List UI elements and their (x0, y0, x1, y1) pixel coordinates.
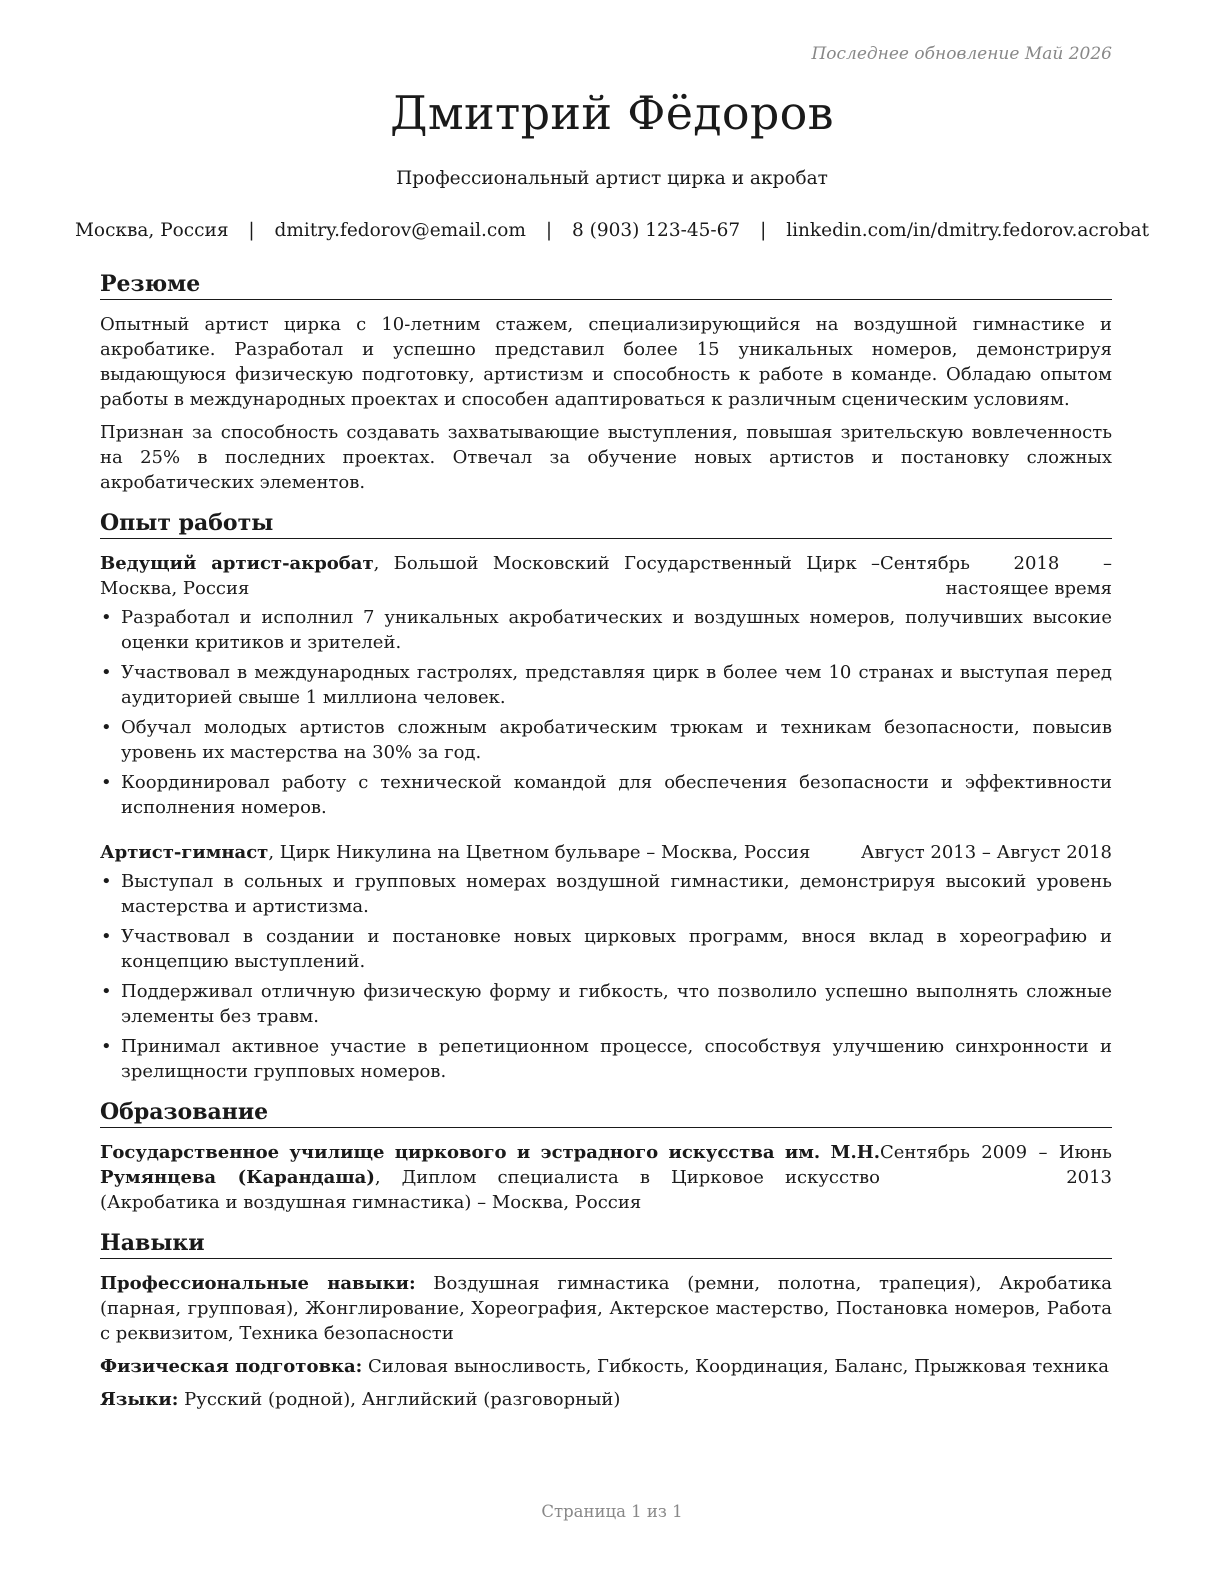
job-entry (100, 840, 1112, 1084)
skill-line (100, 1387, 1112, 1412)
skill-label: Профессиональные навыки: (100, 1273, 416, 1294)
list-item: • Выступал в сольных и групповых номерах воздушной гимнастики, демонстрируя высокий уровень мастерства и артистизма. (121, 869, 1112, 919)
experience-heading: Опыт работы (100, 509, 1112, 539)
contact-email[interactable]: dmitry.fedorov@email.com (274, 220, 526, 241)
education-school: Государственное училище циркового и эстрадного искусства им. М.Н. Румянцева (Карандаша) (100, 1142, 880, 1188)
job-bullets (100, 869, 1112, 1084)
education-heading: Образование (100, 1098, 1112, 1128)
job-org: , Большой Московский Государственный Цирк – Москва, Россия (100, 553, 880, 599)
skills-section (100, 1229, 1112, 1412)
list-item: • Участвовал в международных гастролях, представляя цирк в более чем 10 странах и выступая перед аудиторией свыше 1 миллиона человек. (121, 660, 1112, 710)
job-org: , Цирк Никулина на Цветном бульваре – Москва, Россия (268, 842, 811, 863)
list-item: • Поддерживал отличную физическую форму и гибкость, что позволило успешно выполнять сложные элементы без травм. (121, 979, 1112, 1029)
education-entry (100, 1140, 1112, 1215)
subtitle: Профессиональный артист цирка и акробат (396, 168, 828, 189)
experience-section (100, 509, 1112, 1084)
skills-heading: Навыки (100, 1229, 1112, 1259)
list-item: • Обучал молодых артистов сложным акробатическим трюкам и техникам безопасности, повысив уровень их мастерства на 30% за год. (121, 715, 1112, 765)
contact-separator: | (248, 220, 255, 241)
skill-label: Физическая подготовка: (100, 1356, 363, 1377)
skill-line (100, 1354, 1112, 1379)
contact-separator: | (760, 220, 767, 241)
summary-section (100, 270, 1112, 495)
summary-heading: Резюме (100, 270, 1112, 300)
job-title: Артист-гимнаст (100, 842, 269, 863)
list-item: • Координировал работу с технической командой для обеспечения безопасности и эффективности исполнения номеров. (121, 770, 1112, 820)
page-number: Страница 1 из 1 (541, 1502, 683, 1521)
job-dates: Август 2013 – Август 2018 (860, 842, 1112, 863)
job-header (100, 551, 1112, 601)
skill-line (100, 1271, 1112, 1346)
job-header (100, 840, 1112, 865)
last-updated: Последнее обновление Май 2026 (811, 44, 1112, 64)
skill-value: Силовая выносливость, Гибкость, Координация, Баланс, Прыжковая техника (362, 1356, 1109, 1377)
job-title-line (100, 840, 861, 865)
contact-linkedin[interactable]: linkedin.com/in/dmitry.fedorov.acrobat (786, 220, 1150, 241)
job-title: Ведущий артист-акробат (100, 553, 374, 574)
job-entry (100, 551, 1112, 820)
education-dates: Сентябрь 2009 – Июнь 2013 (880, 1142, 1112, 1188)
skill-label: Языки: (100, 1389, 179, 1410)
contact-separator: | (545, 220, 553, 241)
contact-line (0, 220, 1224, 241)
list-item: • Участвовал в создании и постановке новых цирковых программ, внося вклад в хореографию и концепцию выступлений. (121, 924, 1112, 974)
education-details: , Диплом специалиста в Цирковое искусство (Акробатика и воздушная гимнастика) – Москва, Россия (100, 1167, 880, 1213)
education-text (100, 1140, 880, 1215)
job-bullets (100, 605, 1112, 820)
job-dates: Сентябрь 2018 – настоящее время (880, 553, 1112, 599)
contact-location: Москва, Россия (74, 220, 229, 241)
contact-phone: 8 (903) 123-45-67 (572, 220, 741, 241)
skill-value: Воздушная гимнастика (ремни, полотна, трапеция), Акробатика (парная, групповая), Жонглирование, Хореография, Актерское мастерство, Постановка номеров, Работа с реквизитом, Техника безопасности (100, 1273, 1112, 1344)
list-item: • Разработал и исполнил 7 уникальных акробатических и воздушных номеров, получивших высокие оценки критиков и зрителей. (121, 605, 1112, 655)
skill-value: Русский (родной), Английский (разговорный) (178, 1389, 621, 1410)
page-title: Дмитрий Фёдоров (390, 86, 834, 140)
summary-paragraph: Опытный артист цирка с 10-летним стажем, специализирующийся на воздушной гимнастике и акробатике. Разработал и успешно представил более 15 уникальных номеров, демонстрируя выдающуюся физическую подготовку, артистизм и способность к работе в команде. Обладаю опытом работы в международных проектах и способен адаптироваться к различным сценическим условиям. (100, 314, 1112, 410)
list-item: • Принимал активное участие в репетиционном процессе, способствуя улучшению синхронности и зрелищности групповых номеров. (121, 1034, 1112, 1084)
summary-paragraph: Признан за способность создавать захватывающие выступления, повышая зрительскую вовлеченность на 25% в последних проектах. Отвечал за обучение новых артистов и постановку сложных акробатических элементов. (100, 422, 1112, 493)
education-section (100, 1098, 1112, 1215)
resume-body (100, 270, 1112, 1426)
job-title-line (100, 551, 880, 601)
